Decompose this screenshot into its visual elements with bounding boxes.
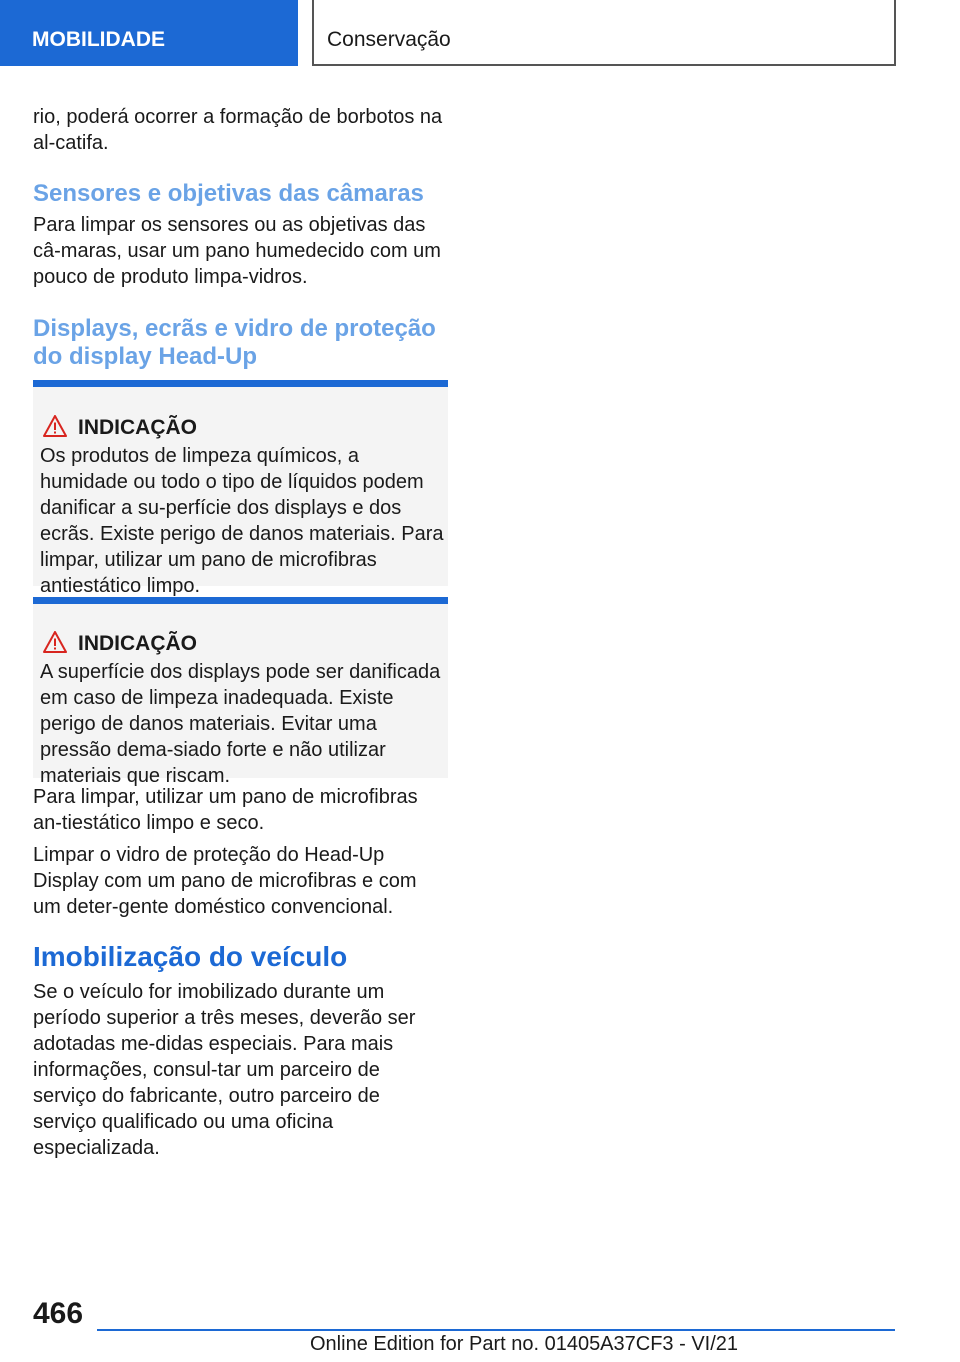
sensors-text: Para limpar os sensores ou as objetivas das câ-maras, usar um pano humedecido com um pouco de produto limpa-vidros. [33, 214, 441, 288]
displays-heading: Displays, ecrãs e vidro de proteção do display Head-Up [33, 315, 436, 370]
chapter-box [312, 0, 896, 66]
warning-triangle-icon [43, 415, 67, 437]
warning-box-1 [33, 380, 448, 597]
displays-text-1: Para limpar, utilizar um pano de microfibras an-tiestático limpo e seco. [33, 786, 418, 834]
sensors-heading: Sensores e objetivas das câmaras [33, 180, 424, 207]
section-title: MOBILIDADE [32, 28, 165, 51]
warning-text: A superfície dos displays pode ser danificada em caso de limpeza inadequada. Existe perigo de danos materiais. Evitar uma pressão dema-siado forte e não utilizar materiais que riscam. [40, 661, 441, 787]
warning-title: INDICAÇÃO [78, 416, 197, 439]
warning-box-2 [33, 597, 448, 787]
storage-heading: Imobilização do veículo [33, 941, 348, 972]
section-tab [0, 0, 298, 66]
warning-title: INDICAÇÃO [78, 632, 197, 655]
chapter-title: Conservação [327, 28, 451, 51]
warning-triangle-icon [43, 631, 67, 653]
displays-text-2: Limpar o vidro de proteção do Head-Up Display com um pano de microfibras e com um deter-gente doméstico convencional. [33, 844, 417, 918]
warning-text: Os produtos de limpeza químicos, a humidade ou todo o tipo de líquidos podem danificar a su-perfície dos displays e dos ecrãs. Existe perigo de danos materiais. Para limpar, utilizar um pano de microfibras antiestático limpo. [40, 445, 444, 597]
footer-divider [97, 1329, 895, 1331]
page-number: 466 [33, 1297, 84, 1330]
storage-text: Se o veículo for imobilizado durante um período superior a três meses, deverão ser adotadas me-didas especiais. Para mais informações, consul-tar um parceiro de serviço do fabricante, outro parceiro de serviço qualificado ou uma oficina especializada. [33, 981, 416, 1159]
intro-text: rio, poderá ocorrer a formação de borbotos na al-catifa. [33, 106, 443, 154]
edition-text: Online Edition for Part no. 01405A37CF3 - VI/21 [310, 1333, 739, 1355]
